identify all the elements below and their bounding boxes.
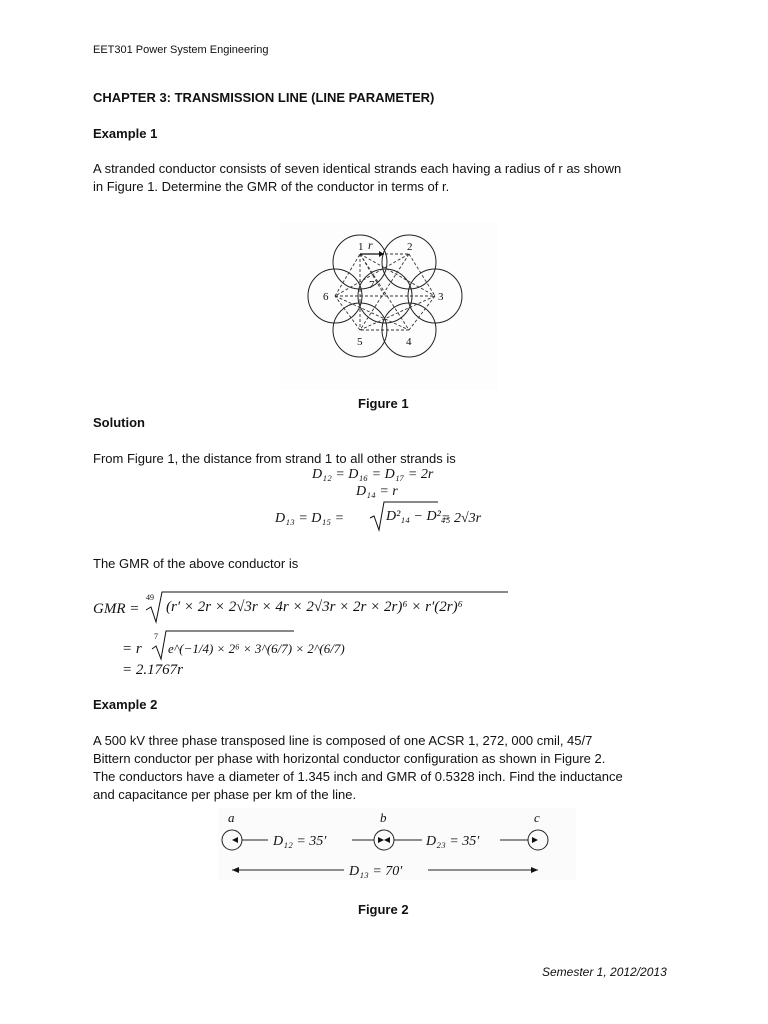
distance-intro: From Figure 1, the distance from strand 1 to all other strands is (93, 451, 456, 466)
gmr-result: = 2.1767r (122, 662, 183, 678)
example2-heading: Example 2 (93, 697, 158, 712)
strand-label-3: 3 (438, 291, 444, 303)
example1-problem-line1: A stranded conductor consists of seven identical strands each having a radius of r as shown (93, 161, 622, 176)
figure-2-caption: Figure 2 (358, 902, 409, 917)
example1-heading: Example 1 (93, 126, 158, 141)
equation-d13-rhs: = 2√3r (441, 511, 482, 526)
conductor-label-a: a (228, 810, 235, 825)
d13-label: D₁₃ = 70′ (349, 864, 403, 879)
equation-d13-radicand: D²₁₄ − D²₄₅ (386, 509, 451, 524)
example2-problem-line1: A 500 kV three phase transposed line is composed of one ACSR 1, 272, 000 cmil, 45/7 (93, 733, 593, 748)
radius-arrowhead (379, 251, 384, 257)
footer-semester: Semester 1, 2012/2013 (542, 965, 667, 979)
chapter-title: CHAPTER 3: TRANSMISSION LINE (LINE PARAMETER) (93, 90, 435, 105)
gmr-step2-radicand: e^(−1/4) × 2⁶ × 3^(6/7) × 2^(6/7) (168, 641, 345, 656)
figure-2-diagram (218, 808, 576, 880)
example2-problem-line2: Bittern conductor per phase with horizontal conductor configuration as shown in Figure 2. (93, 751, 606, 766)
figure-1-stranded-conductor (280, 222, 498, 390)
equation-d14: D₁₄ = r (356, 484, 398, 499)
figure-1-caption: Figure 1 (358, 396, 409, 411)
strand-label-4: 4 (406, 336, 412, 348)
gmr-step2-root-index: 7 (154, 632, 158, 641)
gmr-lhs: GMR = (93, 601, 140, 617)
strand-label-2: 2 (407, 241, 413, 253)
d12-label: D₁₂ = 35′ (273, 834, 327, 849)
radius-label: r (368, 238, 373, 252)
gmr-intro: The GMR of the above conductor is (93, 556, 299, 571)
strand-label-1: 1 (358, 241, 364, 253)
equation-d12: D₁₂ = D₁₆ = D₁₇ = 2r (312, 467, 434, 482)
example2-problem-line4: and capacitance per phase per km of the line. (93, 787, 357, 802)
conductor-label-b: b (380, 810, 387, 825)
gmr-step2-prefix: = r (122, 641, 142, 657)
example1-problem-line2: in Figure 1. Determine the GMR of the conductor in terms of r. (93, 179, 450, 194)
solution-heading: Solution (93, 415, 145, 430)
strand-label-7: 7 (369, 279, 375, 291)
figure-1-diagram (280, 222, 498, 390)
d23-label: D₂₃ = 35′ (426, 834, 480, 849)
conductor-label-c: c (534, 810, 540, 825)
example2-problem-line3: The conductors have a diameter of 1.345 inch and GMR of 0.5328 inch. Find the inductance (93, 769, 623, 784)
gmr-root-index: 49 (146, 593, 154, 602)
strand-label-6: 6 (323, 291, 329, 303)
equation-d13-lhs: D₁₃ = D₁₅ = (275, 511, 345, 526)
course-header: EET301 Power System Engineering (93, 44, 269, 56)
gmr-radicand: (r′ × 2r × 2√3r × 4r × 2√3r × 2r × 2r)⁶ × r′(2r)⁶ (166, 599, 463, 615)
strand-label-5: 5 (357, 336, 363, 348)
figure-2-horizontal-configuration (218, 808, 576, 880)
